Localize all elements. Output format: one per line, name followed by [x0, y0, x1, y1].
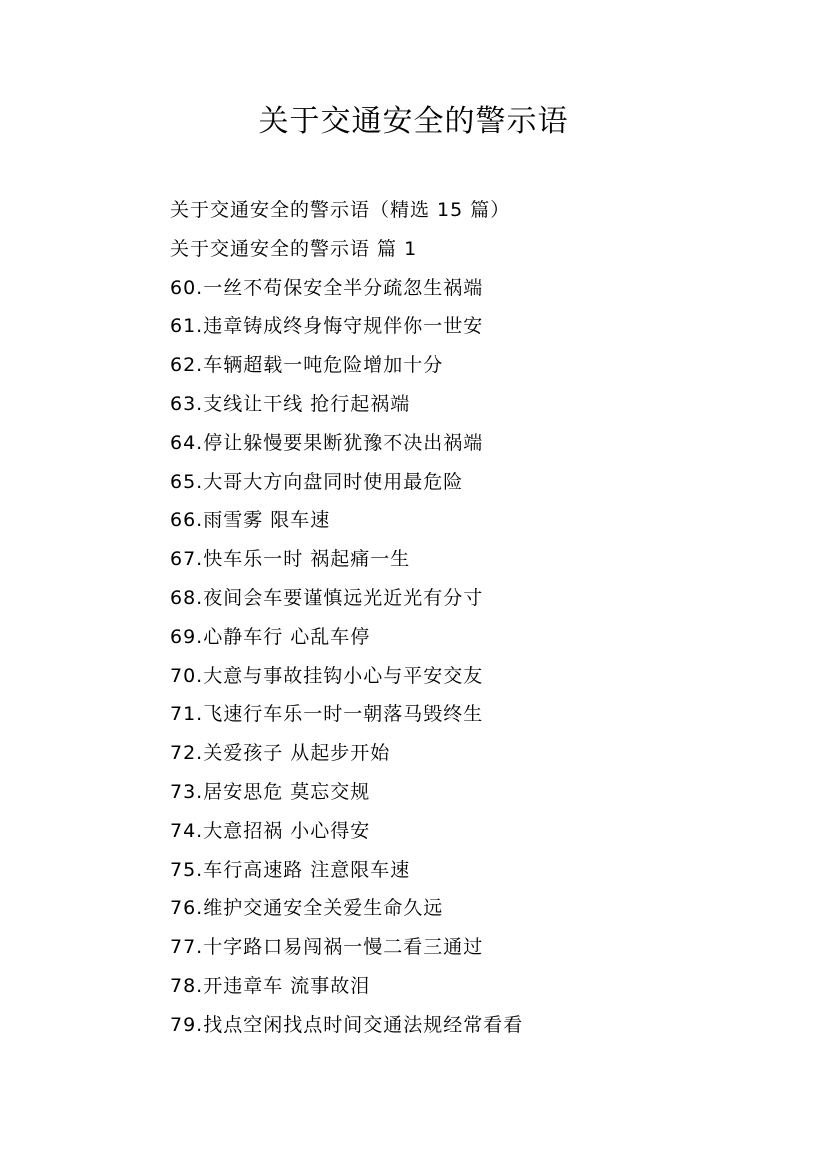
text-line: 69.心静车行 心乱车停	[170, 625, 371, 648]
text-line: 78.开违章车 流事故泪	[170, 974, 371, 997]
text-line: 62.车辆超载一吨危险增加十分	[170, 354, 444, 377]
text-line: 73.居安思危 莫忘交规	[170, 780, 371, 803]
document-body	[170, 191, 790, 1045]
text-line: 63.支线让干线 抢行起祸端	[170, 392, 411, 415]
text-line: 74.大意招祸 小心得安	[170, 819, 371, 842]
text-line: 75.车行高速路 注意限车速	[170, 858, 411, 881]
page-title: 关于交通安全的警示语	[258, 104, 569, 139]
text-line: 关于交通安全的警示语（精选 15 篇）	[170, 199, 511, 221]
text-line: 68.夜间会车要谨慎远光近光有分寸	[170, 586, 484, 609]
text-line: 70.大意与事故挂钩小心与平安交友	[170, 664, 484, 687]
text-line: 关于交通安全的警示语 篇 1	[170, 237, 418, 260]
text-line: 61.违章铸成终身悔守规伴你一世安	[170, 315, 484, 338]
text-line: 67.快车乐一时 祸起痛一生	[170, 548, 411, 571]
text-line: 79.找点空闲找点时间交通法规经常看看	[170, 1013, 524, 1036]
text-line: 64.停让躲慢要果断犹豫不决出祸端	[170, 431, 484, 454]
text-line: 71.飞速行车乐一时一朝落马毁终生	[170, 703, 484, 726]
text-line: 65.大哥大方向盘同时使用最危险	[170, 470, 464, 493]
text-line: 72.关爱孩子 从起步开始	[170, 742, 391, 765]
text-line: 66.雨雪雾 限车速	[170, 509, 331, 532]
text-line: 60.一丝不苟保安全半分疏忽生祸端	[170, 276, 484, 299]
text-line: 76.维护交通安全关爱生命久远	[170, 897, 444, 920]
text-line: 77.十字路口易闯祸一慢二看三通过	[170, 936, 484, 959]
